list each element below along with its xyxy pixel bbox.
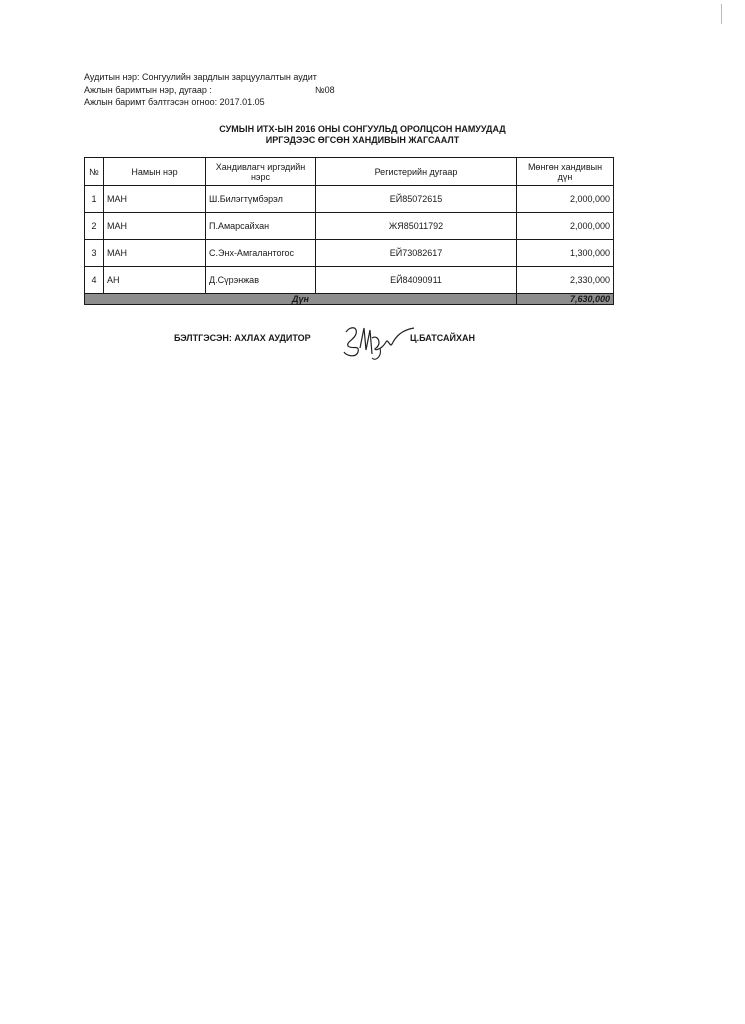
- scan-edge-mark: [721, 4, 722, 24]
- table-row: [85, 186, 614, 213]
- doc-number: №08: [315, 85, 335, 95]
- doc-name-label: Ажлын баримтын нэр, дугаар :: [84, 85, 212, 95]
- prepared-by-label: БЭЛТГЭСЭН: АХЛАХ АУДИТОР: [174, 333, 311, 343]
- donor-name: Ш.Билэгтүмбэрэл: [206, 186, 316, 213]
- register-number: ЕЙ84090911: [316, 267, 517, 294]
- column-header-donor: Хандивлагч иргэдийн нэрс: [206, 158, 316, 186]
- column-header-amount: Мөнгөн хандивын дүн: [517, 158, 614, 186]
- register-number: ЕЙ85072615: [316, 186, 517, 213]
- table-row: [85, 213, 614, 240]
- column-header-register: Регистерийн дугаар: [316, 158, 517, 186]
- column-header-party: Намын нэр: [104, 158, 206, 186]
- party-name: АН: [104, 267, 206, 294]
- signature-image: [336, 318, 416, 364]
- auditor-name: Ц.БАТСАЙХАН: [410, 333, 475, 343]
- table-row: [85, 240, 614, 267]
- audit-name: Аудитын нэр: Сонгуулийн зардлын зарцуулалтын аудит: [84, 72, 317, 82]
- row-number: 4: [85, 267, 104, 294]
- prepared-date: Ажлын баримт бэлтгэсэн огноо: 2017.01.05: [84, 97, 265, 107]
- document-title-line-2: ИРГЭДЭЭС ӨГСӨН ХАНДИВЫН ЖАГСААЛТ: [265, 135, 460, 145]
- donation-amount: 2,330,000: [517, 267, 614, 294]
- party-name: МАН: [104, 240, 206, 267]
- column-header-number: №: [85, 158, 104, 186]
- row-number: 3: [85, 240, 104, 267]
- donor-name: П.Амарсайхан: [206, 213, 316, 240]
- donation-amount: 2,000,000: [517, 186, 614, 213]
- donations-table: [84, 157, 614, 305]
- party-name: МАН: [104, 213, 206, 240]
- donation-amount: 1,300,000: [517, 240, 614, 267]
- row-number: 1: [85, 186, 104, 213]
- table-header-row: [85, 158, 614, 186]
- row-number: 2: [85, 213, 104, 240]
- total-value: 7,630,000: [517, 294, 614, 305]
- total-row: [85, 294, 614, 305]
- register-number: ЖЯ85011792: [316, 213, 517, 240]
- donor-name: Д.Сүрэнжав: [206, 267, 316, 294]
- register-number: ЕЙ73082617: [316, 240, 517, 267]
- donor-name: С.Энх-Амгалантогос: [206, 240, 316, 267]
- donation-amount: 2,000,000: [517, 213, 614, 240]
- table-row: [85, 267, 614, 294]
- total-label: Дүн: [85, 294, 517, 305]
- document-title-line-1: СУМЫН ИТХ-ЫН 2016 ОНЫ СОНГУУЛЬД ОРОЛЦСОН НАМУУДАД: [219, 124, 506, 134]
- party-name: МАН: [104, 186, 206, 213]
